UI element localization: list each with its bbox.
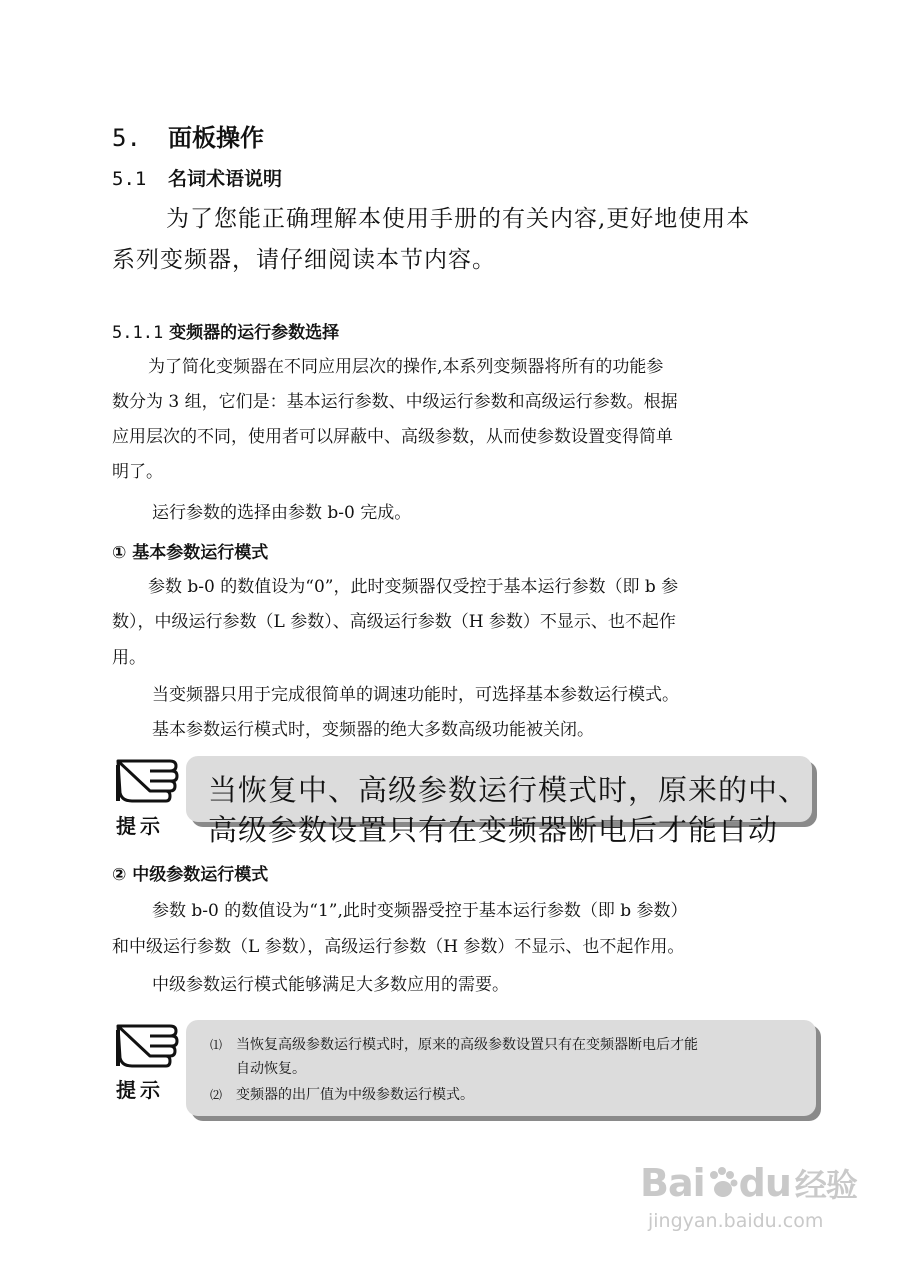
para1-line-3: 应用层次的不同，使用者可以屏蔽中、高级参数，从而使参数设置变得简单: [112, 427, 673, 447]
hint-2-item-1: [210, 1034, 698, 1054]
para1-line-2: 数分为 3 组，它们是：基本运行参数、中级运行参数和高级运行参数。根据: [112, 392, 678, 412]
hint-2-item-1-cont: 自动恢复。: [236, 1061, 306, 1077]
hint-1-text-line-2: 高级参数设置只有在变频器断电后才能自动: [208, 813, 779, 847]
section-number: 5.: [112, 124, 141, 152]
para2: 运行参数的选择由参数 b-0 完成。: [152, 503, 412, 523]
baidu-logo-text-1: Bai: [640, 1161, 705, 1205]
intro-line-1: 为了您能正确理解本使用手册的有关内容,更好地使用本: [166, 206, 751, 232]
paw-icon: [705, 1166, 739, 1200]
subsection-number: 5.1: [112, 168, 147, 190]
subsubsection-title: 变频器的运行参数选择: [169, 323, 340, 343]
mode1-line-3: 用。: [112, 648, 146, 668]
hint-2-box: [186, 1020, 816, 1116]
baidu-logo-suffix: 经验: [794, 1166, 857, 1204]
watermark-url: jingyan.baidu.com: [648, 1210, 824, 1232]
subsection-heading: [112, 164, 282, 191]
mode2-title: ② 中级参数运行模式: [112, 865, 269, 885]
mode2-line-1: 参数 b-0 的数值设为“1”,此时变频器受控于基本运行参数（即 b 参数）: [152, 901, 688, 921]
mode1-line-4: 当变频器只用于完成很简单的调速功能时，可选择基本参数运行模式。: [152, 685, 679, 705]
baidu-logo-text-2: du: [738, 1161, 791, 1205]
hint-2-item-2-mark: ⑵: [210, 1088, 223, 1102]
mode1-line-5: 基本参数运行模式时，变频器的绝大多数高级功能被关闭。: [152, 720, 594, 740]
pointing-hand-icon: [112, 1022, 178, 1074]
mode1-line-2: 数），中级运行参数（L 参数）、高级运行参数（H 参数）不显示、也不起作: [112, 612, 676, 632]
section-title: 面板操作: [168, 123, 264, 152]
para1-line-1: 为了简化变频器在不同应用层次的操作,本系列变频器将所有的功能参: [148, 357, 664, 377]
section-heading: [112, 118, 264, 153]
baidu-logo: [640, 1160, 857, 1206]
pointing-hand-icon: [112, 757, 178, 809]
hint-2-item-2-line-1: 变频器的出厂值为中级参数运行模式。: [236, 1087, 474, 1103]
hint-2-label: 提示: [116, 1078, 164, 1102]
subsubsection-heading: [112, 318, 339, 343]
hint-2-item-2: [210, 1084, 474, 1104]
hint-2-item-1-line-1: 当恢复高级参数运行模式时，原来的高级参数设置只有在变频器断电后才能: [236, 1037, 698, 1053]
hint-2-item-1-mark: ⑴: [210, 1038, 223, 1052]
subsubsection-number: 5.1.1: [112, 323, 164, 343]
mode1-title: ① 基本参数运行模式: [112, 543, 269, 563]
mode2-line-2: 和中级运行参数（L 参数），高级运行参数（H 参数）不显示、也不起作用。: [112, 937, 685, 957]
mode1-line-1: 参数 b-0 的数值设为“0”，此时变频器仅受控于基本运行参数（即 b 参: [148, 577, 679, 597]
hint-1-box: [186, 756, 812, 847]
para1-line-4: 明了。: [112, 462, 163, 482]
mode2-line-3: 中级参数运行模式能够满足大多数应用的需要。: [152, 975, 509, 995]
intro-line-2: 系列变频器，请仔细阅读本节内容。: [112, 247, 496, 273]
subsection-title: 名词术语说明: [168, 168, 283, 190]
hint-1-label: 提示: [116, 814, 164, 838]
hint-1-text-line-1: 当恢复中、高级参数运行模式时，原来的中、: [208, 773, 809, 807]
